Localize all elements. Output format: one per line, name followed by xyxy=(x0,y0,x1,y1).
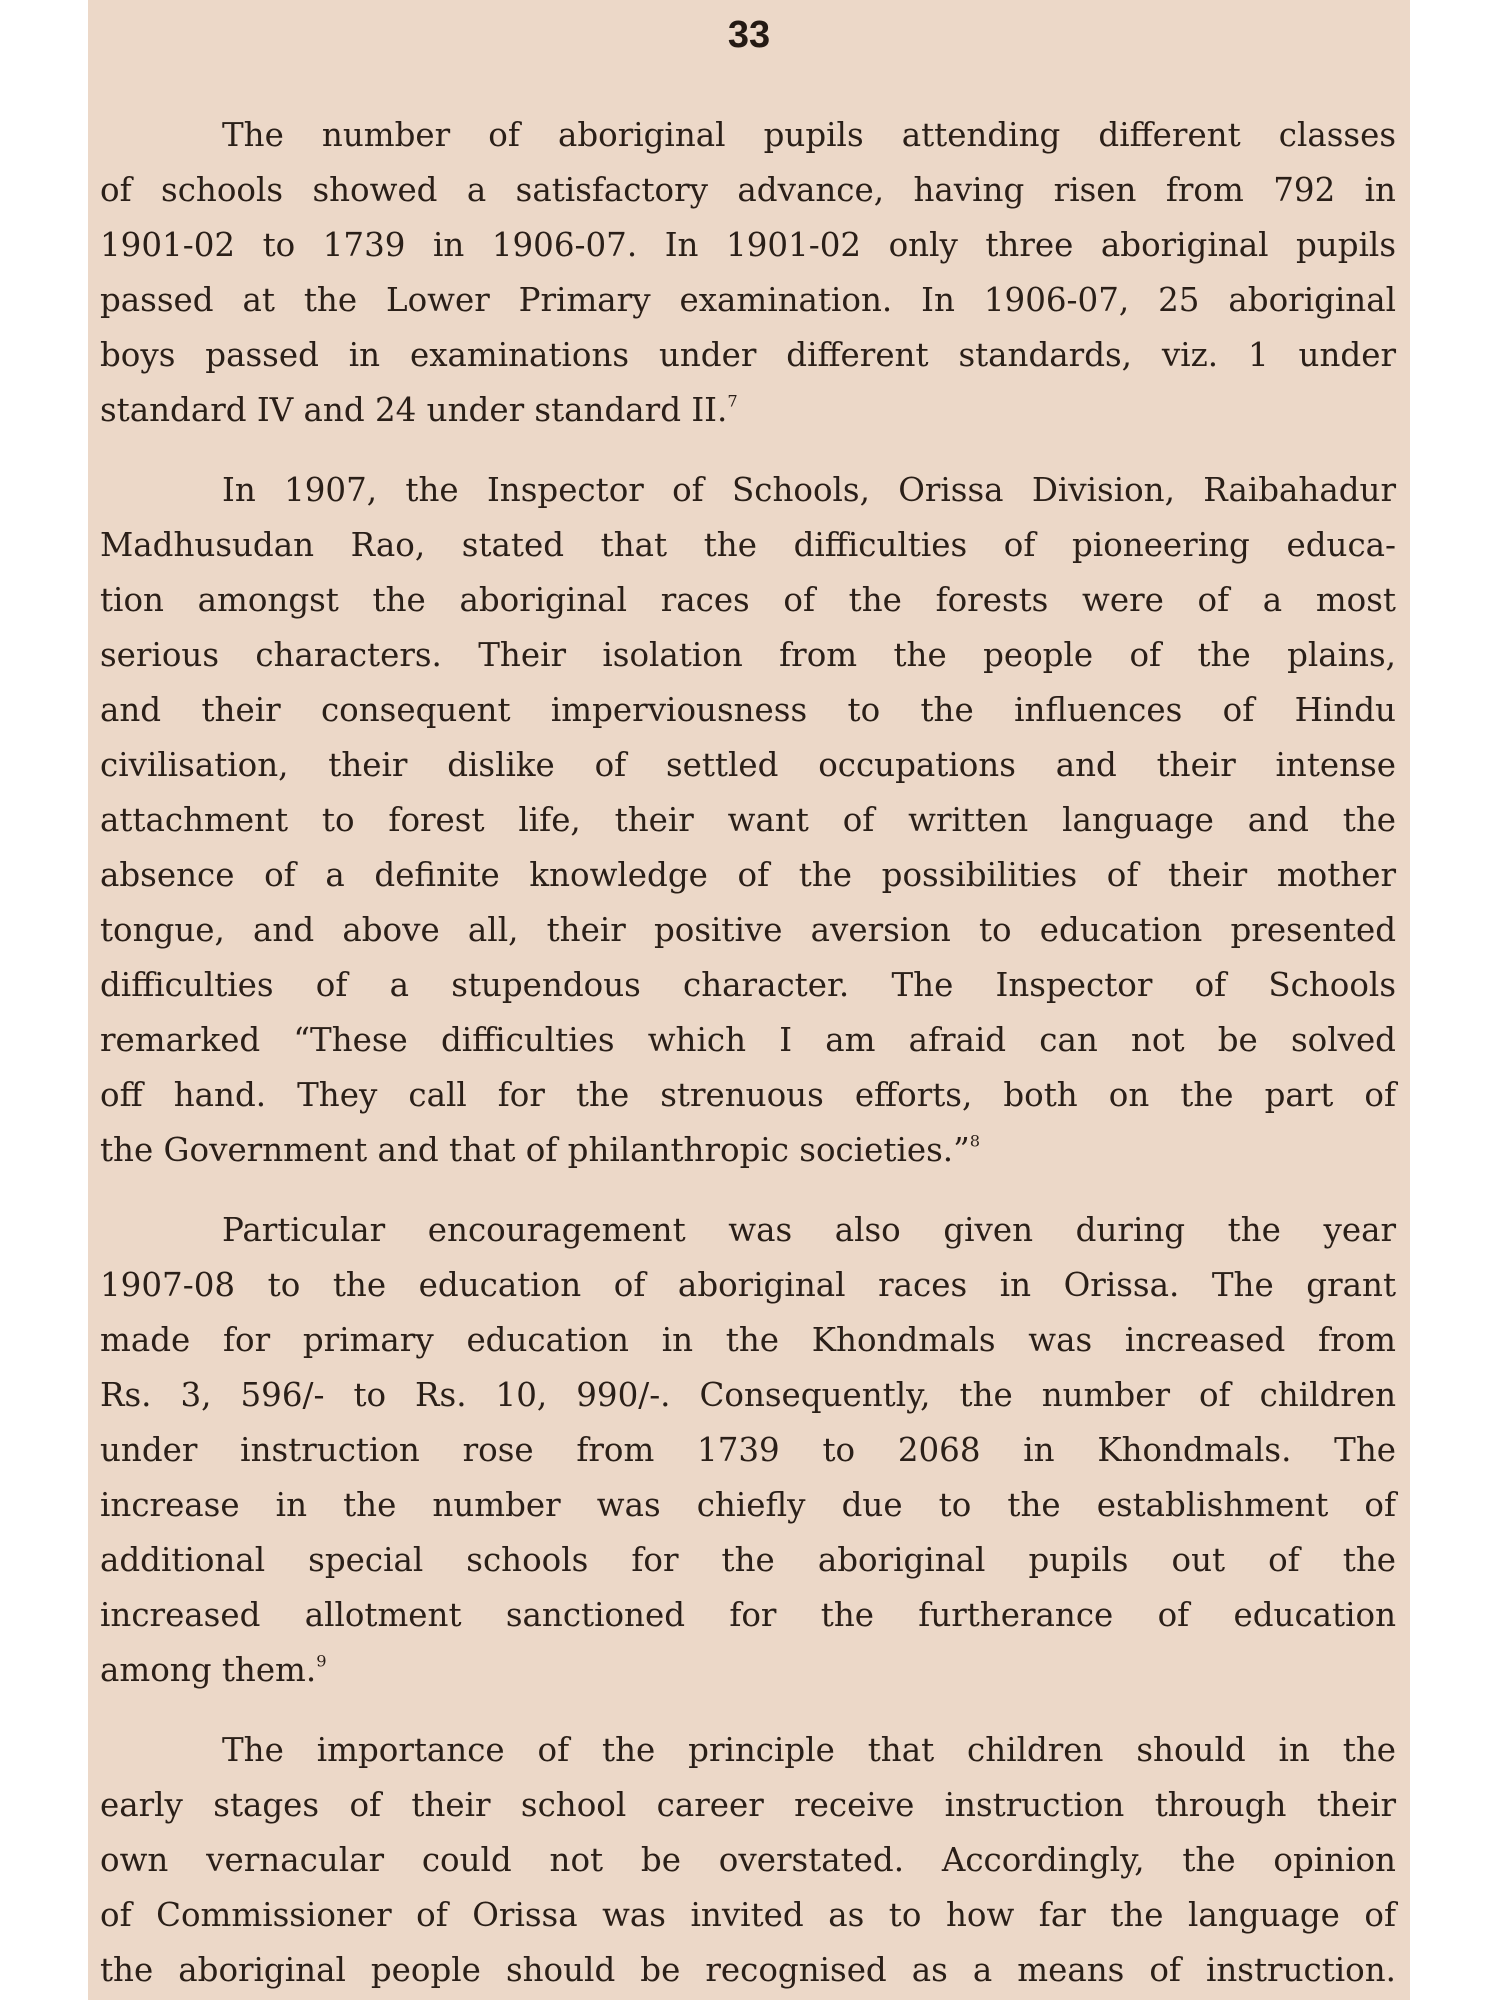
text-line: increased allotment sanctioned for the furtherance of education xyxy=(100,1596,1396,1634)
paragraph-4 xyxy=(100,1723,1396,1998)
text-line: boys passed in examinations under different standards, viz. 1 under xyxy=(100,336,1396,374)
paragraph-2 xyxy=(100,463,1396,1178)
text-line: 1907-08 to the education of aboriginal races in Orissa. The grant xyxy=(100,1266,1396,1304)
footnote-ref-7: 7 xyxy=(727,391,738,411)
text-line: attachment to forest life, their want of written language and the xyxy=(100,801,1396,839)
text-line xyxy=(100,1643,1396,1698)
paragraph-3 xyxy=(100,1203,1396,1698)
text-line: 1901-02 to 1739 in 1906-07. In 1901-02 only three aboriginal pupils xyxy=(100,226,1396,264)
book-page xyxy=(88,0,1410,2000)
text-line: made for primary education in the Khondmals was increased from xyxy=(100,1321,1396,1359)
text-line: under instruction rose from 1739 to 2068 in Khondmals. The xyxy=(100,1431,1396,1469)
footnote-ref-9: 9 xyxy=(316,1651,327,1671)
text-line xyxy=(100,1123,1396,1178)
text-line-content: among them. xyxy=(100,1651,317,1689)
text-line: tion amongst the aboriginal races of the forests were of a most xyxy=(100,581,1396,619)
text-line: difficulties of a stupendous character. The Inspector of Schools xyxy=(100,966,1396,1004)
text-line: and their consequent imperviousness to the influences of Hindu xyxy=(100,691,1396,729)
text-line: remarked “These difficulties which I am afraid can not be solved xyxy=(100,1021,1396,1059)
footnote-ref-8: 8 xyxy=(969,1131,981,1151)
page-number: 33 xyxy=(727,14,771,56)
text-line: tongue, and above all, their positive aversion to education presented xyxy=(100,911,1396,949)
text-line: the aboriginal people should be recognised as a means of instruction. xyxy=(100,1951,1396,1989)
paragraph-1 xyxy=(100,108,1396,438)
text-line: of Commissioner of Orissa was invited as to how far the language of xyxy=(100,1896,1396,1934)
text-line xyxy=(100,383,1396,438)
text-line: In 1907, the Inspector of Schools, Orissa Division, Raibahadur xyxy=(222,471,1396,509)
text-line: Particular encouragement was also given during the year xyxy=(222,1211,1396,1249)
text-line: The number of aboriginal pupils attending different classes xyxy=(222,116,1396,154)
text-line: civilisation, their dislike of settled occupations and their intense xyxy=(100,746,1396,784)
text-line: off hand. They call for the strenuous efforts, both on the part of xyxy=(100,1076,1396,1114)
text-line: The importance of the principle that children should in the xyxy=(222,1731,1396,1769)
text-line: absence of a definite knowledge of the possibilities of their mother xyxy=(100,856,1396,894)
text-line-content: the Government and that of philanthropic societies.” xyxy=(100,1131,970,1169)
text-line: of schools showed a satisfactory advance, having risen from 792 in xyxy=(100,171,1396,209)
text-line: passed at the Lower Primary examination. In 1906-07, 25 aboriginal xyxy=(100,281,1396,319)
text-line: early stages of their school career receive instruction through their xyxy=(100,1786,1396,1824)
text-line: increase in the number was chiefly due to the establishment of xyxy=(100,1486,1396,1524)
text-line-content: standard IV and 24 under standard II. xyxy=(100,391,728,429)
text-line: Rs. 3, 596/- to Rs. 10, 990/-. Consequently, the number of children xyxy=(100,1376,1396,1414)
text-line: own vernacular could not be overstated. Accordingly, the opinion xyxy=(100,1841,1396,1879)
text-line: additional special schools for the aboriginal pupils out of the xyxy=(100,1541,1396,1579)
text-line: Madhusudan Rao, stated that the difficulties of pioneering educa- xyxy=(100,526,1396,564)
text-line: serious characters. Their isolation from the people of the plains, xyxy=(100,636,1396,674)
page-text xyxy=(100,108,1396,1998)
